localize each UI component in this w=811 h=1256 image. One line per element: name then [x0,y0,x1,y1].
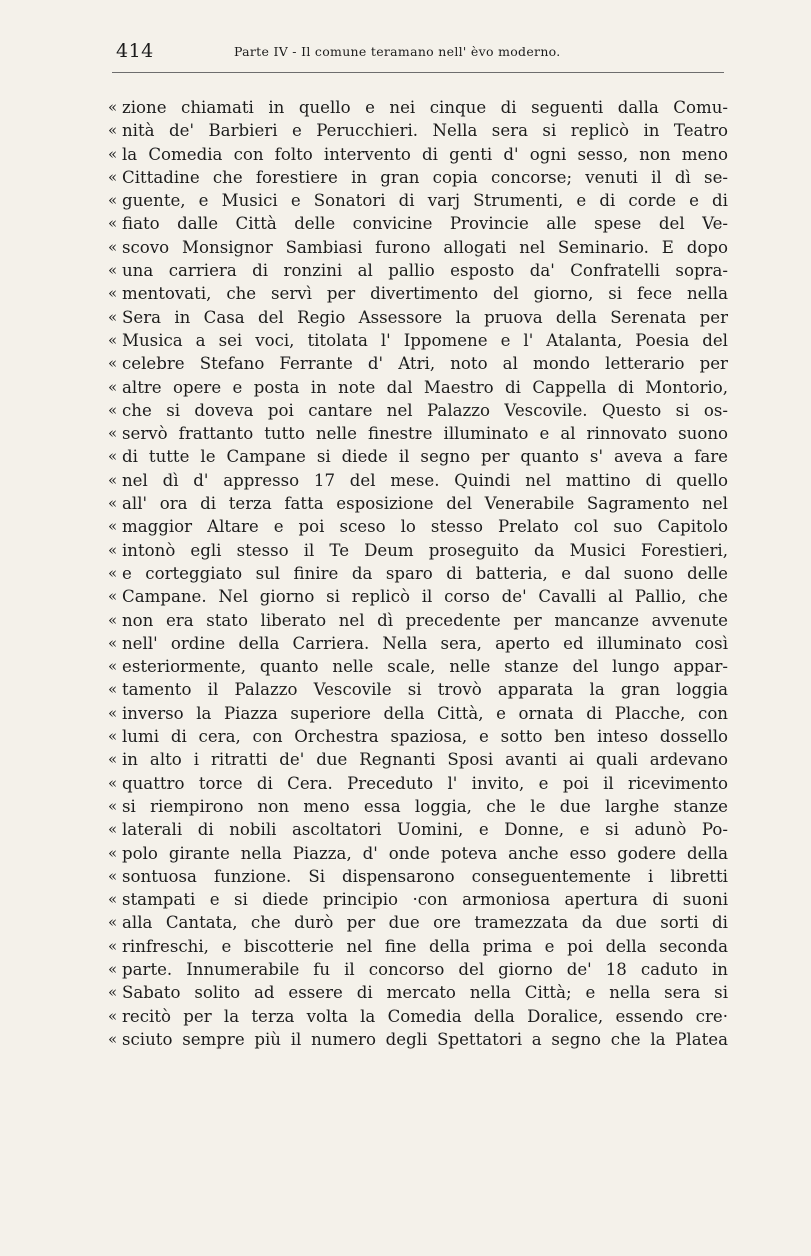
text-line [108,1005,728,1028]
line-text: rinfreschi, e biscotterie nel fine della prima e poi della seconda [122,936,728,956]
text-line [108,888,728,911]
text-line [108,935,728,958]
body-text [108,96,728,1051]
quotation-mark: « [108,400,118,419]
quotation-mark: « [108,843,118,862]
quotation-mark: « [108,261,118,280]
text-line [108,515,728,538]
line-text: polo girante nella Piazza, d' onde poteva anche esso godere della [122,843,728,863]
line-text: tamento il Palazzo Vescovile si trovò apparata la gran loggia [122,680,728,700]
line-text: fiato dalle Città delle convicine Provincie alle spese del Ve- [122,214,728,234]
text-line [108,958,728,981]
quotation-mark: « [108,657,118,676]
quotation-mark: « [108,773,118,792]
quotation-mark: « [108,424,118,443]
text-line [108,655,728,678]
line-text: all' ora di terza fatta esposizione del Venerabile Sagramento nel [122,494,728,514]
quotation-mark: « [108,890,118,909]
quotation-mark: « [108,330,118,349]
quotation-mark: « [108,98,118,116]
quotation-mark: « [108,191,118,210]
quotation-mark: « [108,866,118,885]
text-line [108,818,728,841]
line-text: maggior Altare e poi sceso lo stesso Prelato col suo Capitolo [122,517,728,537]
text-line [108,282,728,305]
text-line [108,1028,728,1051]
line-text: sciuto sempre più il numero degli Spettatori a segno che la Platea [122,1029,728,1049]
line-text: Cittadine che forestiere in gran copia concorse; venuti il dì se- [122,167,728,187]
quotation-mark: « [108,354,118,373]
line-text: zione chiamati in quello e nei cinque di seguenti dalla Comu- [122,98,728,117]
quotation-mark: « [108,377,118,396]
text-line [108,981,728,1004]
text-line [108,376,728,399]
text-line [108,702,728,725]
line-text: lumi di cera, con Orchestra spaziosa, e sotto ben inteso dossello [122,727,728,747]
quotation-mark: « [108,517,118,536]
quotation-mark: « [108,144,118,163]
quotation-mark: « [108,494,118,513]
quotation-mark: « [108,237,118,256]
quotation-mark: « [108,1029,118,1048]
quotation-mark: « [108,727,118,746]
text-line [108,445,728,468]
text-line [108,329,728,352]
text-line [108,539,728,562]
line-text: celebre Stefano Ferrante d' Atri, noto al mondo letterario per [122,354,728,374]
line-text: nel dì d' appresso 17 del mese. Quindi nel mattino di quello [122,470,728,490]
text-line [108,492,728,515]
text-line [108,399,728,422]
line-text: quattro torce di Cera. Preceduto l' invito, e poi il ricevimento [122,773,728,793]
line-text: di tutte le Campane si diede il segno per quanto s' aveva a fare [122,447,728,467]
line-text: scovo Monsignor Sambiasi furono allogati nel Seminario. E dopo [122,237,728,257]
text-line [108,306,728,329]
line-text: inverso la Piazza superiore della Città, e ornata di Placche, con [122,703,728,723]
text-line [108,259,728,282]
text-line [108,422,728,445]
quotation-mark: « [108,820,118,839]
text-line [108,772,728,795]
quotation-mark: « [108,610,118,629]
quotation-mark: « [108,563,118,582]
line-text: laterali di nobili ascoltatori Uomini, e Donne, e si adunò Po- [122,820,728,840]
quotation-mark: « [108,307,118,326]
running-head: Parte IV - Il comune teramano nell' èvo moderno. [234,44,561,59]
quotation-mark: « [108,633,118,652]
text-line [108,469,728,492]
quotation-mark: « [108,913,118,932]
quotation-mark: « [108,470,118,489]
quotation-mark: « [108,540,118,559]
text-line [108,609,728,632]
quotation-mark: « [108,750,118,769]
quotation-mark: « [108,703,118,722]
text-line [108,562,728,585]
text-line [108,678,728,701]
quotation-mark: « [108,796,118,815]
line-text: servò frattanto tutto nelle finestre illuminato e al rinnovato suono [122,424,728,444]
text-line [108,166,728,189]
line-text: si riempirono non meno essa loggia, che le due larghe stanze [122,796,728,816]
line-text: Campane. Nel giorno si replicò il corso de' Cavalli al Pallio, che [122,587,728,607]
quotation-mark: « [108,959,118,978]
line-text: la Comedia con folto intervento di genti d' ogni sesso, non meno [122,144,728,164]
text-line [108,865,728,888]
page-header [116,38,722,64]
line-text: mentovati, che servì per divertimento del giorno, si fece nella [122,284,728,304]
text-line [108,795,728,818]
line-text: Sera in Casa del Regio Assessore la pruova della Serenata per [122,307,728,327]
line-text: altre opere e posta in note dal Maestro di Cappella di Montorio, [122,377,728,397]
quotation-mark: « [108,936,118,955]
text-line [108,236,728,259]
line-text: nità de' Barbieri e Perucchieri. Nella sera si replicò in Teatro [122,121,728,141]
quotation-mark: « [108,587,118,606]
text-line [108,143,728,166]
line-text: parte. Innumerabile fu il concorso del giorno de' 18 caduto in [122,959,728,979]
text-line [108,352,728,375]
line-text: alla Cantata, che durò per due ore tramezzata da due sorti di [122,913,728,933]
quotation-mark: « [108,214,118,233]
text-line [108,96,728,119]
line-text: recitò per la terza volta la Comedia della Doralice, essendo cre· [122,1006,728,1026]
line-text: stampati e si diede principio ·con armoniosa apertura di suoni [122,890,728,910]
line-text: non era stato liberato nel dì precedente per mancanze avvenute [122,610,728,630]
text-line [108,212,728,235]
line-text: Musica a sei voci, titolata l' Ippomene e l' Atalanta, Poesia del [122,330,728,350]
text-line [108,189,728,212]
line-text: nell' ordine della Carriera. Nella sera, aperto ed illuminato così [122,633,728,653]
line-text: Sabato solito ad essere di mercato nella Città; e nella sera si [122,983,728,1003]
line-text: che si doveva poi cantare nel Palazzo Vescovile. Questo si os- [122,400,728,420]
text-line [108,911,728,934]
line-text: esteriormente, quanto nelle scale, nelle stanze del lungo appar- [122,657,728,677]
line-text: sontuosa funzione. Si dispensarono conseguentemente i libretti [122,866,728,886]
quotation-mark: « [108,447,118,466]
quotation-mark: « [108,167,118,186]
line-text: e corteggiato sul finire da sparo di batteria, e dal suono delle [122,563,728,583]
page-number: 414 [116,40,154,62]
line-text: una carriera di ronzini al pallio esposto da' Confratelli sopra- [122,261,728,281]
text-line [108,119,728,142]
header-rule [112,72,724,73]
quotation-mark: « [108,680,118,699]
text-line [108,632,728,655]
text-line [108,725,728,748]
line-text: in alto i ritratti de' due Regnanti Sposi avanti ai quali ardevano [122,750,728,770]
quotation-mark: « [108,983,118,1002]
quotation-mark: « [108,284,118,303]
quotation-mark: « [108,1006,118,1025]
quotation-mark: « [108,121,118,140]
line-text: guente, e Musici e Sonatori di varj Strumenti, e di corde e di [122,191,728,211]
text-line [108,585,728,608]
text-line [108,842,728,865]
text-line [108,748,728,771]
line-text: intonò egli stesso il Te Deum proseguito da Musici Forestieri, [122,540,728,560]
